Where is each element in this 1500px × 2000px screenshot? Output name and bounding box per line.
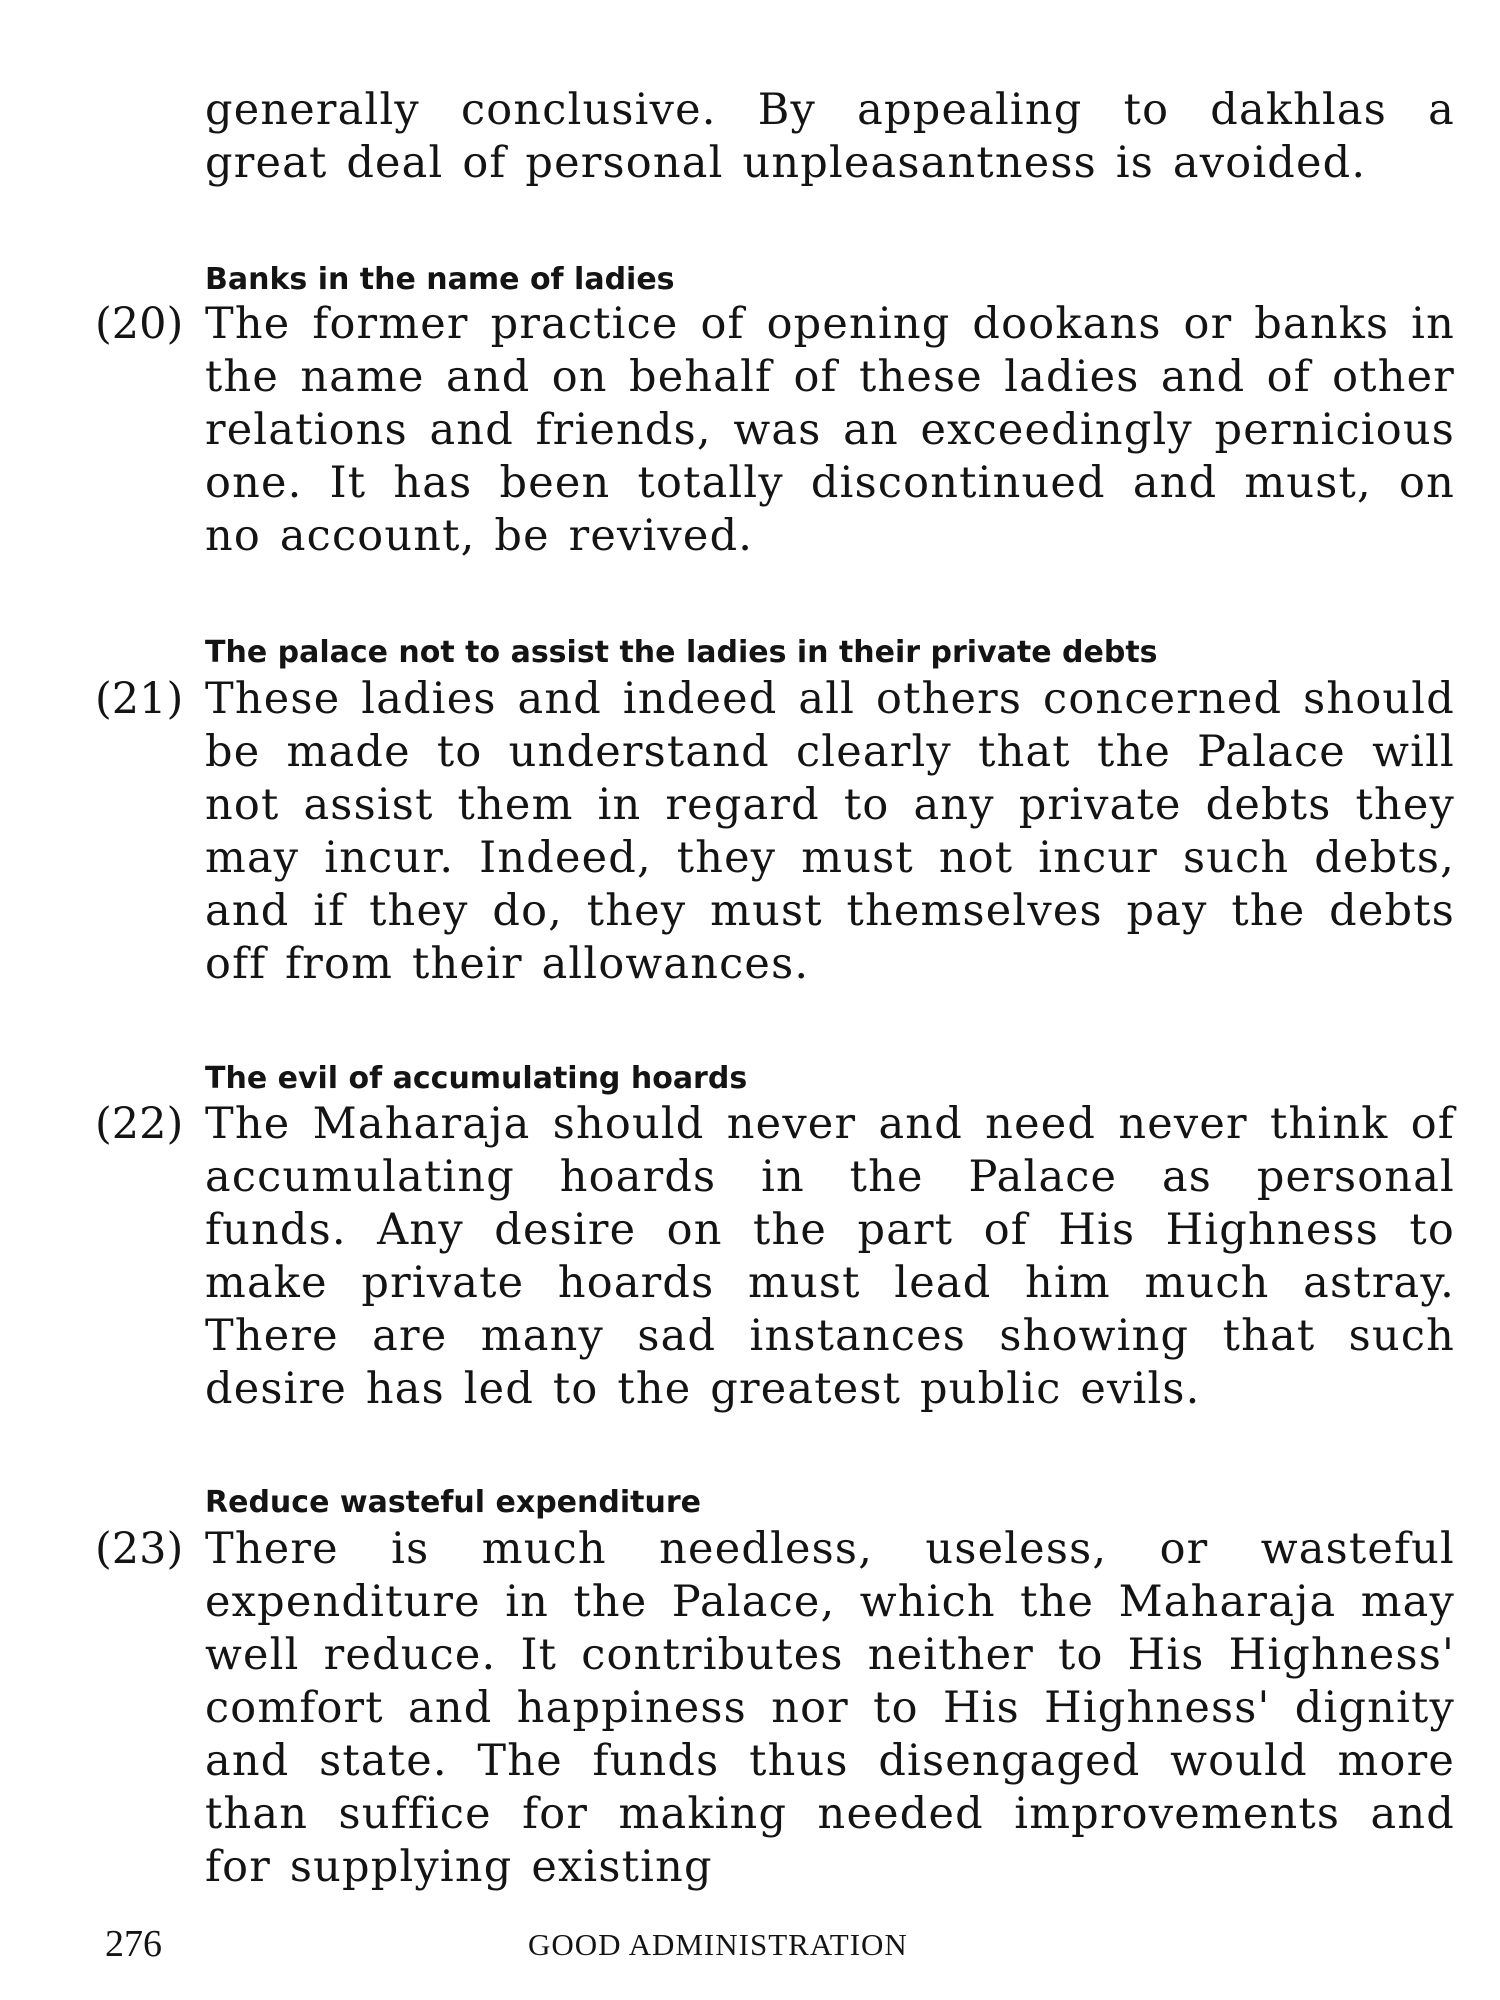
paragraph-number-20: (20) bbox=[95, 299, 184, 349]
heading-banks-in-name-of-ladies: Banks in the name of ladies bbox=[205, 262, 675, 297]
heading-reduce-wasteful-expenditure: Reduce wasteful expenditure bbox=[205, 1485, 701, 1520]
paragraph-number-21: (21) bbox=[95, 674, 184, 724]
paragraph-23: There is much needless, useless, or wasteful expenditure in the Palace, which the Maharaja may well reduce. It contributes neither to His Highness' comfort and happiness nor to His Highness' dignity and state. The funds thus disengaged would more than suffice for making needed improvements and for supplying existing bbox=[205, 1524, 1455, 1892]
heading-evil-of-accumulating-hoards: The evil of accumulating hoards bbox=[205, 1061, 748, 1096]
paragraph-number-23: (23) bbox=[95, 1524, 184, 1574]
paragraph-22: The Maharaja should never and need never think of accumulating hoards in the Palace as personal funds. Any desire on the part of His Highness to make private hoards must lead him much astray. There are many sad instances showing that such desire has led to the greatest public evils. bbox=[205, 1099, 1455, 1414]
paragraph-21: These ladies and indeed all others concerned should be made to understand clearly that the Palace will not assist them in regard to any private debts they may incur. Indeed, they must not incur such debts, and if they do, they must themselves pay the debts off from their allowances. bbox=[205, 674, 1455, 989]
opening-paragraph: generally conclusive. By appealing to dakhlas a great deal of personal unpleasantness is avoided. bbox=[205, 85, 1455, 188]
paragraph-20: The former practice of opening dookans or banks in the name and on behalf of these ladies and of other relations and friends, was an exceedingly pernicious one. It has been totally discontinued and must, on no account, be revived. bbox=[205, 299, 1455, 561]
running-footer-title: GOOD ADMINISTRATION bbox=[528, 1927, 908, 1962]
heading-palace-not-to-assist: The palace not to assist the ladies in their private debts bbox=[205, 635, 1158, 670]
page-number: 276 bbox=[105, 1923, 162, 1965]
paragraph-number-22: (22) bbox=[95, 1099, 184, 1149]
